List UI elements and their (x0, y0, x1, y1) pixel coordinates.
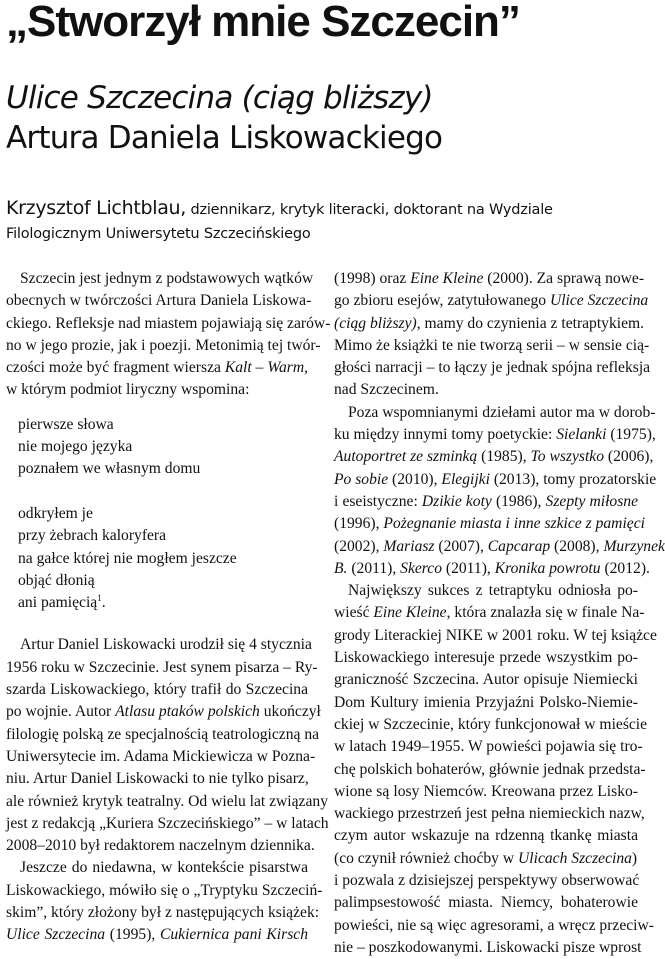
text-line: Po sobie (2010), Elegijki (2013), tomy prozatorskie (334, 470, 657, 488)
article-subtitle (6, 78, 442, 158)
poem-line: odkryłem je (18, 504, 93, 522)
text-line: Poza wspomnianymi dziełami autor ma w dorob- (348, 403, 656, 421)
text-line: no w jego prozie, jak i poezji. Metonimią tej twór- (6, 336, 321, 354)
text-line: nad Szczecinem. (334, 381, 439, 399)
text-line: ckiego. Refleksje nad miastem pojawiają się zarów- (6, 314, 331, 332)
text-line: B. (2011), Skerco (2011), Kronika powrotu (2012). (334, 559, 650, 577)
text-line: jest z redakcją „Kuriera Szczecińskiego” – w latach (6, 814, 329, 832)
author-byline (6, 196, 636, 246)
text-line: w którym podmiot liryczny wspomina: (6, 381, 250, 399)
subtitle-author-name: Artura Daniela Liskowackiego (6, 120, 443, 156)
text-line: Liskowackiego, mówiło się o „Tryptyku Szczeciń- (6, 881, 323, 899)
author-affiliation: dziennikarz, krytyk literacki, doktorant na Wydziale Filologicznym Uniwersytetu Szczecińskiego (6, 202, 553, 242)
text-line: Największy sukces z tetraptyku odniosła po- (348, 582, 638, 600)
text-line: skim”, który złożony był z następujących książek: (6, 904, 320, 922)
text-line: Szczecin jest jednym z podstawowych wątków (20, 270, 314, 287)
text-line: (2002), Mariasz (2007), Capcarap (2008), Murzynek (334, 537, 665, 555)
poem-line: poznałem we własnym domu (18, 460, 201, 478)
text-line: ku między innymi tomy poetyckie: Sielanki (1975), (334, 426, 656, 444)
poem-line: pierwsze słowa (18, 415, 114, 433)
text-line: (1996), Pożegnanie miasta i inne szkice z pamięci (334, 515, 645, 533)
text-line: (ciąg bliższy), mamy do czynienia z tetraptykiem. (334, 314, 645, 332)
text-line: czości może być fragment wiersza Kalt – Warm, (6, 359, 308, 377)
text-line: filologię polską ze specjalnością teatrologiczną na (6, 725, 320, 743)
text-line: Mimo że książki te nie tworzą serii – w sensie cią- (334, 336, 650, 354)
text-line: w latach 1949–1955. W powieści pojawia się tro- (334, 738, 643, 756)
text-line: głości narracji – to łączy je jednak spójna refleksja (334, 359, 651, 377)
author-name: Krzysztof Lichtblau, (6, 197, 187, 219)
text-line: Liskowackiego interesuje przede wszystkim po- (334, 649, 638, 667)
text-line: i pozwala z dzisiejszej perspektywy obserwować (334, 872, 640, 890)
text-line: i eseistyczne: Dzikie koty (1986), Szepty miłosne (334, 492, 638, 510)
text-line: Dom Kultury imienia Przyjaźni Polsko-Niemie- (334, 693, 638, 711)
text-line: go zbioru esejów, zatytułowanego Ulice Szczecina (334, 292, 649, 310)
text-line: 2008–2010 był redaktorem naczelnym dziennika. (6, 837, 315, 855)
poem-quote (6, 414, 308, 615)
text-line: niu. Artur Daniel Liskowacki to nie tylko pisarz, (6, 770, 309, 788)
poem-line: objąć dłonią (18, 571, 95, 589)
text-line: chę polskich bohaterów, głównie jednak przedsta- (334, 760, 646, 778)
text-line: powieści, nie są więc agresorami, a wręcz przeciw- (334, 916, 654, 934)
text-line: nie – poszkodowanymi. Liskowacki pisze wprost (334, 938, 642, 956)
text-line: palimpsestowość miasta. Niemcy, bohaterowie (334, 894, 638, 912)
text-line: ale również krytyk teatralny. Od wielu lat związany (6, 792, 328, 810)
article-title: „Stworzył mnie Szczecin” (6, 0, 520, 46)
text-line: (1998) oraz Eine Kleine (2000). Za sprawą nowe- (334, 270, 645, 287)
left-column (6, 268, 331, 947)
text-line: graniczność Szczecina. Autor opisuje Niemiecki (334, 671, 638, 689)
subtitle-book-title: Ulice Szczecina (ciąg bliższy) (6, 80, 433, 116)
text-line: Artur Daniel Liskowacki urodził się 4 stycznia (20, 636, 312, 654)
text-line: 1956 roku w Szczecinie. Jest synem pisarza – Ry- (6, 658, 318, 676)
poem-line: przy żebrach kaloryfera (18, 527, 167, 545)
text-line: obecnych w twórczości Artura Daniela Liskowa- (6, 292, 312, 310)
text-line: wione są losy Niemców. Kreowana przez Lisko- (334, 782, 638, 800)
text-line: wackiego przestrzeń jest pełna niemieckich nazw, (334, 805, 645, 823)
text-line: Uniwersytecie im. Adama Mickiewicza w Pozna- (6, 747, 316, 765)
text-line: Ulice Szczecina (1995), Cukiernica pani Kirsch (6, 926, 308, 944)
poem-line: ani pamięcią$^1$. (18, 592, 106, 612)
text-line: po wojnie. Autor Atlasu ptaków polskich ukończył (6, 703, 321, 721)
text-line: Jeszcze do niedawna, w kontekście pisarstwa (20, 859, 308, 877)
text-line: Autoportret ze szminką (1985), To wszystko (2006), (334, 448, 654, 466)
poem-line: nie mojego języka (18, 438, 133, 456)
text-line: (co czynił również choćby w Ulicach Szczecina) (334, 849, 638, 867)
text-line: czym autor wskazuje na rdzenną tkankę miasta (334, 827, 638, 845)
text-line: grody Literackiej NIKE w 2001 roku. W tej książce (334, 626, 657, 644)
text-line: szarda Liskowackiego, który trafił do Szczecina (6, 681, 308, 699)
footnote-marker[interactable]: 1 (97, 592, 102, 603)
right-column (334, 268, 665, 959)
text-line: wieść Eine Kleine, która znalazła się w finale Na- (334, 604, 645, 622)
poem-line: na gałce której nie mogłem jeszcze (18, 549, 237, 567)
text-line: ckiej w Szczecinie, który funkcjonował w mieście (334, 715, 648, 733)
